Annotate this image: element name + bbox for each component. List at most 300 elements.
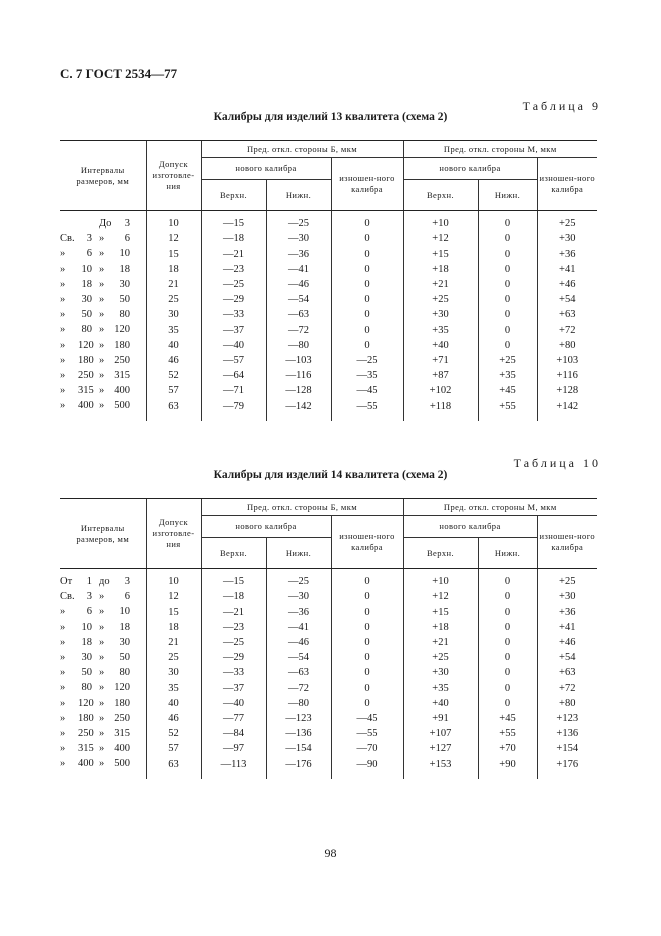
interval-cell [60, 308, 146, 323]
interval-prefix-2: » [99, 263, 105, 275]
interval-to: 3 [124, 576, 130, 587]
m-worn-cell: +46 [537, 278, 597, 293]
tolerance-cell: 18 [146, 263, 201, 278]
m-upper-cell: +40 [403, 339, 478, 354]
interval-to: 400 [114, 743, 130, 755]
interval-from: 6 [86, 248, 92, 260]
tolerance-cell: 15 [146, 247, 201, 262]
b-lower-cell: —36 [266, 247, 331, 262]
interval-prefix: » [60, 636, 66, 648]
interval-prefix-2: » [99, 354, 105, 366]
interval-prefix: » [60, 728, 66, 740]
table-row [60, 308, 597, 323]
tolerance-cell: 40 [146, 697, 201, 712]
table-row [60, 712, 597, 727]
interval-cell [60, 697, 146, 712]
interval-to: 30 [119, 636, 130, 648]
interval-prefix-2: » [99, 385, 105, 397]
interval-cell [60, 339, 146, 354]
lower-b-header: Нижн. [266, 180, 331, 211]
m-worn-cell: +36 [537, 247, 597, 262]
m-upper-cell: +35 [403, 681, 478, 696]
interval-from: 30 [81, 294, 92, 306]
m-upper-cell: +40 [403, 697, 478, 712]
m-upper-cell: +118 [403, 399, 478, 414]
interval-prefix: » [60, 743, 66, 755]
b-lower-cell: —25 [266, 569, 331, 591]
b-lower-cell: —142 [266, 399, 331, 414]
worn-caliber-b-header: изношен-ного калибра [331, 158, 403, 211]
interval-to: 50 [119, 294, 130, 306]
m-upper-cell: +107 [403, 727, 478, 742]
m-worn-cell: +63 [537, 308, 597, 323]
b-lower-cell: —154 [266, 742, 331, 757]
m-worn-cell: +72 [537, 681, 597, 696]
interval-prefix-2: » [99, 697, 105, 709]
b-worn-cell: 0 [331, 697, 403, 712]
upper-b-header: Верхн. [201, 180, 266, 211]
m-worn-cell: +103 [537, 354, 597, 369]
interval-cell [60, 666, 146, 681]
interval-prefix: » [60, 324, 66, 336]
m-lower-cell: +45 [478, 712, 537, 727]
interval-cell [60, 621, 146, 636]
b-upper-cell: —23 [201, 263, 266, 278]
spacer-cell [146, 415, 201, 421]
tolerance-cell: 21 [146, 636, 201, 651]
interval-cell [60, 232, 146, 247]
interval-prefix-2: » [99, 309, 105, 321]
b-upper-cell: —40 [201, 339, 266, 354]
upper-m-header: Верхн. [403, 538, 478, 569]
spacer-cell [537, 773, 597, 779]
tolerance-cell: 35 [146, 681, 201, 696]
m-lower-cell: 0 [478, 569, 537, 591]
b-worn-cell: 0 [331, 621, 403, 636]
interval-prefix-2: » [99, 324, 105, 336]
spacer-cell [201, 415, 266, 421]
b-worn-cell: 0 [331, 247, 403, 262]
spacer-cell [403, 415, 478, 421]
interval-cell [60, 278, 146, 293]
tolerance-cell: 40 [146, 339, 201, 354]
intervals-header: Интервалы размеров, мм [60, 499, 146, 569]
b-upper-cell: —57 [201, 354, 266, 369]
m-upper-cell: +87 [403, 369, 478, 384]
spacer-cell [60, 415, 146, 421]
table-row [60, 339, 597, 354]
interval-to: 6 [124, 233, 130, 245]
b-upper-cell: —71 [201, 384, 266, 399]
m-lower-cell: 0 [478, 211, 537, 233]
interval-prefix: » [60, 682, 66, 694]
b-worn-cell: —55 [331, 727, 403, 742]
b-lower-cell: —80 [266, 339, 331, 354]
interval-to: 6 [124, 591, 130, 603]
b-upper-cell: —15 [201, 211, 266, 233]
m-lower-cell: +25 [478, 354, 537, 369]
interval-cell [60, 742, 146, 757]
table-row [60, 384, 597, 399]
m-worn-cell: +142 [537, 399, 597, 414]
b-lower-cell: —41 [266, 621, 331, 636]
b-upper-cell: —18 [201, 232, 266, 247]
upper-b-header: Верхн. [201, 538, 266, 569]
upper-m-header: Верхн. [403, 180, 478, 211]
b-lower-cell: —123 [266, 712, 331, 727]
intervals-header: Интервалы размеров, мм [60, 141, 146, 211]
m-upper-cell: +18 [403, 263, 478, 278]
interval-to: 120 [114, 324, 130, 336]
interval-to: 120 [114, 682, 130, 694]
table-row [60, 697, 597, 712]
interval-cell [60, 651, 146, 666]
tolerance-cell: 12 [146, 590, 201, 605]
interval-prefix: » [60, 712, 66, 724]
table-row [60, 247, 597, 262]
table-row [60, 232, 597, 247]
interval-from: 18 [81, 278, 92, 290]
m-upper-cell: +25 [403, 651, 478, 666]
b-upper-cell: —25 [201, 636, 266, 651]
b-upper-cell: —33 [201, 308, 266, 323]
interval-to: 80 [119, 667, 130, 679]
m-worn-cell: +25 [537, 569, 597, 591]
b-upper-cell: —25 [201, 278, 266, 293]
b-upper-cell: —15 [201, 569, 266, 591]
m-upper-cell: +127 [403, 742, 478, 757]
spacer-cell [146, 773, 201, 779]
m-worn-cell: +54 [537, 651, 597, 666]
b-worn-cell: 0 [331, 308, 403, 323]
b-lower-cell: —54 [266, 293, 331, 308]
interval-to: 10 [119, 606, 130, 618]
interval-prefix-2: » [99, 712, 105, 724]
interval-prefix-2: » [99, 743, 105, 755]
m-upper-cell: +91 [403, 712, 478, 727]
b-lower-cell: —30 [266, 232, 331, 247]
m-upper-cell: +15 [403, 605, 478, 620]
tolerance-cell: 63 [146, 399, 201, 414]
b-lower-cell: —36 [266, 605, 331, 620]
interval-prefix-2: » [99, 278, 105, 290]
interval-to: 180 [114, 697, 130, 709]
interval-cell [60, 263, 146, 278]
b-lower-cell: —54 [266, 651, 331, 666]
m-worn-cell: +54 [537, 293, 597, 308]
interval-prefix: » [60, 263, 66, 275]
table-row [60, 742, 597, 757]
spacer-cell [201, 773, 266, 779]
b-upper-cell: —97 [201, 742, 266, 757]
m-lower-cell: 0 [478, 605, 537, 620]
interval-from: 10 [81, 621, 92, 633]
m-upper-cell: +12 [403, 232, 478, 247]
b-upper-cell: —23 [201, 621, 266, 636]
m-worn-cell: +46 [537, 636, 597, 651]
m-upper-cell: +25 [403, 293, 478, 308]
interval-prefix: » [60, 370, 66, 382]
interval-cell [60, 712, 146, 727]
interval-prefix-2: » [99, 606, 105, 618]
tolerance-cell: 10 [146, 569, 201, 591]
interval-cell [60, 211, 146, 233]
worn-caliber-m-header: изношен-ного калибра [537, 516, 597, 569]
b-worn-cell: —55 [331, 399, 403, 414]
b-worn-cell: 0 [331, 590, 403, 605]
spacer-cell [403, 773, 478, 779]
tolerance-cell: 10 [146, 211, 201, 233]
m-worn-cell: +25 [537, 211, 597, 233]
tolerance-header: Допуск изготовле-ния [146, 141, 201, 211]
lower-b-header: Нижн. [266, 538, 331, 569]
m-worn-cell: +123 [537, 712, 597, 727]
b-worn-cell: 0 [331, 278, 403, 293]
table-row [60, 369, 597, 384]
table-row [60, 605, 597, 620]
tolerance-cell: 57 [146, 742, 201, 757]
m-worn-cell: +116 [537, 369, 597, 384]
b-worn-cell: 0 [331, 651, 403, 666]
interval-to: 500 [114, 758, 130, 770]
table-row [60, 666, 597, 681]
m-lower-cell: 0 [478, 308, 537, 323]
m-worn-cell: +36 [537, 605, 597, 620]
tolerance-header: Допуск изготовле-ния [146, 499, 201, 569]
interval-prefix: » [60, 354, 66, 366]
m-upper-cell: +30 [403, 666, 478, 681]
table-row [60, 636, 597, 651]
b-upper-cell: —64 [201, 369, 266, 384]
m-worn-cell: +30 [537, 590, 597, 605]
interval-cell [60, 399, 146, 414]
b-upper-cell: —84 [201, 727, 266, 742]
interval-prefix: От [60, 576, 73, 587]
m-upper-cell: +10 [403, 211, 478, 233]
m-worn-cell: +80 [537, 697, 597, 712]
b-upper-cell: —33 [201, 666, 266, 681]
b-upper-cell: —37 [201, 323, 266, 338]
interval-to: 3 [124, 218, 130, 229]
new-caliber-b-header: нового калибра [201, 158, 331, 180]
interval-from: 3 [86, 591, 92, 603]
table-row [60, 263, 597, 278]
interval-from: 250 [78, 370, 94, 382]
m-lower-cell: 0 [478, 247, 537, 262]
b-worn-cell: 0 [331, 293, 403, 308]
interval-prefix-2: » [99, 339, 105, 351]
b-worn-cell: 0 [331, 636, 403, 651]
interval-from: 80 [81, 682, 92, 694]
table-10 [60, 498, 597, 779]
spacer-row [60, 415, 597, 421]
table-row [60, 590, 597, 605]
tolerance-cell: 52 [146, 369, 201, 384]
side-b-header: Пред. откл. стороны Б, мкм [201, 141, 403, 158]
m-worn-cell: +72 [537, 323, 597, 338]
interval-from: 315 [78, 385, 94, 397]
m-upper-cell: +18 [403, 621, 478, 636]
interval-cell [60, 384, 146, 399]
interval-prefix: » [60, 697, 66, 709]
interval-prefix: » [60, 606, 66, 618]
interval-prefix-2: » [99, 682, 105, 694]
interval-cell [60, 247, 146, 262]
m-lower-cell: 0 [478, 232, 537, 247]
interval-to: 30 [119, 278, 130, 290]
table-row [60, 354, 597, 369]
interval-from: 50 [81, 309, 92, 321]
b-worn-cell: —25 [331, 354, 403, 369]
b-lower-cell: —80 [266, 697, 331, 712]
b-upper-cell: —79 [201, 399, 266, 414]
interval-from: 50 [81, 667, 92, 679]
interval-prefix-2: » [99, 370, 105, 382]
tolerance-cell: 12 [146, 232, 201, 247]
m-lower-cell: 0 [478, 651, 537, 666]
b-lower-cell: —25 [266, 211, 331, 233]
interval-prefix-2: » [99, 248, 105, 260]
interval-prefix-2: » [99, 233, 105, 245]
b-worn-cell: 0 [331, 569, 403, 591]
page-header: С. 7 ГОСТ 2534—77 [60, 66, 178, 81]
b-lower-cell: —103 [266, 354, 331, 369]
b-lower-cell: —46 [266, 278, 331, 293]
m-upper-cell: +153 [403, 757, 478, 772]
tolerance-cell: 25 [146, 293, 201, 308]
b-upper-cell: —21 [201, 605, 266, 620]
interval-prefix: » [60, 339, 66, 351]
table-row [60, 278, 597, 293]
m-lower-cell: 0 [478, 278, 537, 293]
interval-to: 250 [114, 712, 130, 724]
interval-to: 10 [119, 248, 130, 260]
m-lower-cell: 0 [478, 636, 537, 651]
m-worn-cell: +154 [537, 742, 597, 757]
m-lower-cell: 0 [478, 621, 537, 636]
b-lower-cell: —136 [266, 727, 331, 742]
b-worn-cell: 0 [331, 681, 403, 696]
new-caliber-m-header: нового калибра [403, 516, 537, 538]
table-row [60, 293, 597, 308]
interval-from: 250 [78, 728, 94, 740]
tolerance-cell: 46 [146, 354, 201, 369]
b-worn-cell: 0 [331, 605, 403, 620]
m-worn-cell: +136 [537, 727, 597, 742]
interval-from: 120 [78, 697, 94, 709]
lower-m-header: Нижн. [478, 180, 537, 211]
new-caliber-b-header: нового калибра [201, 516, 331, 538]
interval-from: 400 [78, 400, 94, 412]
m-lower-cell: +45 [478, 384, 537, 399]
m-lower-cell: 0 [478, 323, 537, 338]
b-worn-cell: —70 [331, 742, 403, 757]
interval-prefix-2: » [99, 667, 105, 679]
b-worn-cell: 0 [331, 211, 403, 233]
m-worn-cell: +30 [537, 232, 597, 247]
b-worn-cell: —90 [331, 757, 403, 772]
tolerance-cell: 30 [146, 308, 201, 323]
interval-prefix: Св. [60, 591, 75, 603]
b-worn-cell: 0 [331, 323, 403, 338]
interval-cell [60, 590, 146, 605]
interval-prefix: Св. [60, 233, 75, 245]
table-9 [60, 140, 597, 421]
interval-to: 80 [119, 309, 130, 321]
table-row [60, 621, 597, 636]
b-lower-cell: —72 [266, 681, 331, 696]
interval-prefix: » [60, 400, 66, 412]
interval-from: 80 [81, 324, 92, 336]
interval-prefix-2: до [99, 576, 110, 587]
new-caliber-m-header: нового калибра [403, 158, 537, 180]
b-worn-cell: —45 [331, 384, 403, 399]
m-upper-cell: +30 [403, 308, 478, 323]
m-upper-cell: +71 [403, 354, 478, 369]
interval-prefix: » [60, 309, 66, 321]
interval-prefix: » [60, 385, 66, 397]
table-row [60, 569, 597, 591]
lower-m-header: Нижн. [478, 538, 537, 569]
m-upper-cell: +102 [403, 384, 478, 399]
page-number: 98 [324, 846, 337, 860]
interval-cell [60, 569, 146, 591]
tolerance-cell: 15 [146, 605, 201, 620]
b-lower-cell: —46 [266, 636, 331, 651]
interval-from: 18 [81, 636, 92, 648]
table-9-label: Таблица 9 [522, 99, 601, 113]
tolerance-cell: 35 [146, 323, 201, 338]
b-worn-cell: —35 [331, 369, 403, 384]
interval-cell [60, 369, 146, 384]
b-worn-cell: 0 [331, 666, 403, 681]
m-lower-cell: +35 [478, 369, 537, 384]
interval-cell [60, 605, 146, 620]
worn-caliber-b-header: изношен-ного калибра [331, 516, 403, 569]
interval-prefix: » [60, 667, 66, 679]
m-lower-cell: 0 [478, 339, 537, 354]
interval-from: 1 [86, 576, 92, 587]
m-lower-cell: +70 [478, 742, 537, 757]
b-lower-cell: —72 [266, 323, 331, 338]
b-upper-cell: —21 [201, 247, 266, 262]
b-worn-cell: —45 [331, 712, 403, 727]
table-9-title: Калибры для изделий 13 квалитета (схема 2) [213, 111, 448, 123]
interval-prefix-2: » [99, 636, 105, 648]
interval-cell [60, 681, 146, 696]
table-row [60, 727, 597, 742]
interval-prefix-2: » [99, 728, 105, 740]
m-lower-cell: 0 [478, 590, 537, 605]
interval-to: 400 [114, 385, 130, 397]
b-worn-cell: 0 [331, 232, 403, 247]
m-upper-cell: +15 [403, 247, 478, 262]
b-upper-cell: —37 [201, 681, 266, 696]
spacer-cell [331, 415, 403, 421]
m-lower-cell: 0 [478, 666, 537, 681]
tolerance-cell: 63 [146, 757, 201, 772]
interval-from: 6 [86, 606, 92, 618]
table-row [60, 323, 597, 338]
interval-from: 180 [78, 354, 94, 366]
m-lower-cell: 0 [478, 697, 537, 712]
interval-prefix-2: » [99, 294, 105, 306]
interval-prefix: » [60, 278, 66, 290]
interval-from: 180 [78, 712, 94, 724]
interval-prefix-2: » [99, 652, 105, 664]
table-10-label: Таблица 10 [513, 456, 601, 470]
interval-cell [60, 727, 146, 742]
